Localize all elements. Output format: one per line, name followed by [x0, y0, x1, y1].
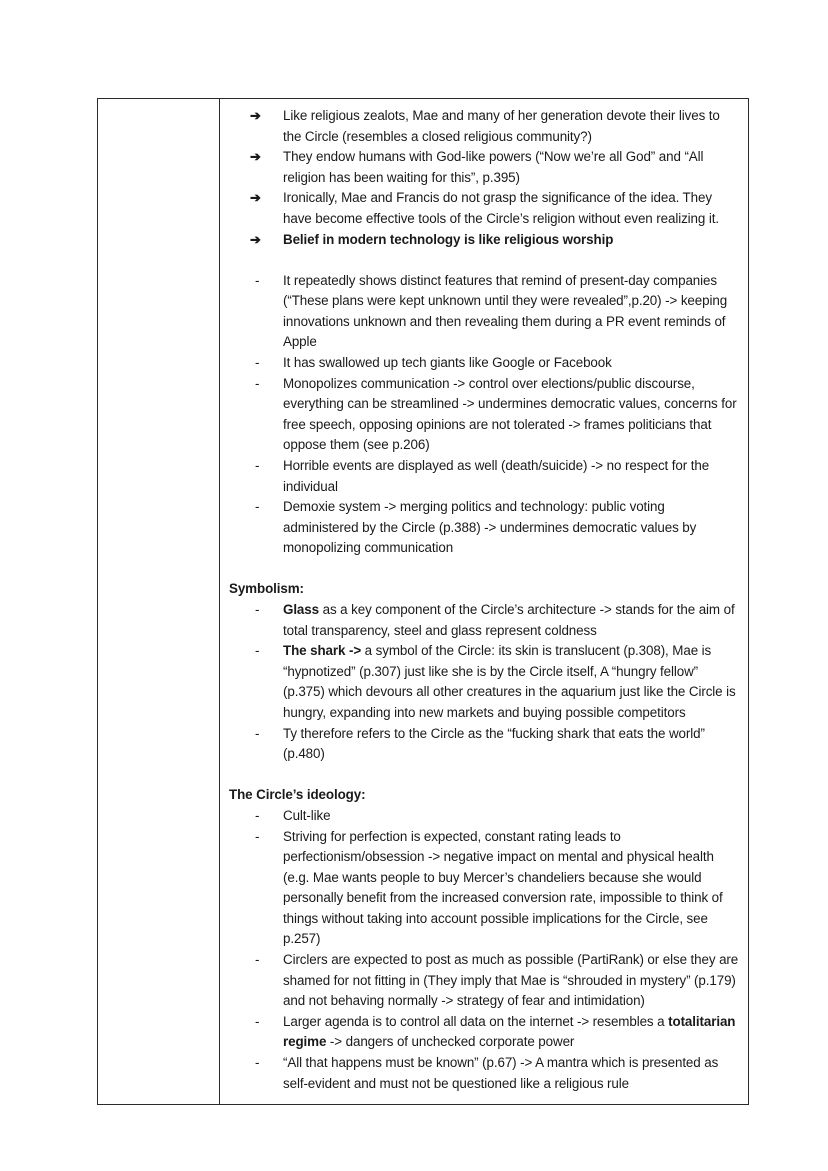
- list-item: [229, 353, 740, 374]
- list-item-text: [283, 643, 736, 720]
- list-item-text: [283, 1014, 735, 1050]
- list-item-text: It repeatedly shows distinct features that remind of present-day companies (“These plans were kept unknown until they were revealed”,p.20) -> keeping innovations unknown and then revealing them during a PR event reminds of Apple: [283, 272, 728, 350]
- bullet-list: [229, 600, 740, 765]
- bullet-list: [229, 106, 740, 250]
- list-item: [229, 497, 740, 559]
- list-item: [229, 188, 740, 229]
- content-group: [229, 271, 740, 559]
- content-group: [229, 579, 740, 764]
- emphasis-text: The shark ->: [283, 643, 362, 659]
- list-item-body: -> dangers of unchecked corporate power: [326, 1034, 575, 1050]
- arrow-bullet-icon: ➔: [250, 108, 261, 123]
- emphasis-text: totalitarian regime: [283, 1013, 736, 1050]
- list-item-text: Horrible events are displayed as well (death/suicide) -> no respect for the individual: [283, 458, 710, 494]
- dash-bullet-icon: -: [255, 828, 260, 844]
- list-item: [229, 806, 740, 827]
- list-item-body: Larger agenda is to control all data on the internet -> resembles a: [283, 1013, 669, 1029]
- dash-bullet-icon: -: [255, 1013, 260, 1029]
- list-item-text: Like religious zealots, Mae and many of her generation devote their lives to the Circle (resembles a closed religious community?): [283, 108, 720, 144]
- notes-content: [229, 106, 740, 1094]
- list-item-text: Belief in modern technology is like religious worship: [283, 231, 614, 247]
- list-item: [229, 1012, 740, 1053]
- table-cell-left-empty: [98, 99, 220, 1105]
- dash-bullet-icon: -: [255, 499, 260, 515]
- dash-bullet-icon: -: [255, 952, 260, 968]
- dash-bullet-icon: -: [255, 1055, 260, 1071]
- list-item: [229, 724, 740, 765]
- list-item: [229, 374, 740, 456]
- list-item: [229, 271, 740, 353]
- arrow-bullet-icon: ➔: [250, 190, 261, 206]
- dash-bullet-icon: -: [255, 643, 260, 659]
- section-heading: Symbolism:: [229, 581, 304, 597]
- list-item: [229, 147, 740, 188]
- dash-bullet-icon: -: [255, 375, 260, 391]
- list-item: [229, 641, 740, 723]
- section-heading: The Circle’s ideology:: [229, 787, 366, 803]
- list-item: [229, 600, 740, 641]
- dash-bullet-icon: -: [255, 725, 260, 741]
- list-item-text: Ironically, Mae and Francis do not grasp the significance of the idea. They have become effective tools of the Circle’s religion without even realizing it.: [283, 190, 719, 226]
- dash-bullet-icon: -: [255, 602, 260, 618]
- arrow-bullet-icon: ➔: [250, 149, 261, 165]
- list-item-text: Cult-like: [283, 807, 331, 823]
- content-group: [229, 785, 740, 1094]
- arrow-bullet-icon: ➔: [250, 231, 261, 247]
- list-item: [229, 1053, 740, 1094]
- table-cell-content: [220, 99, 749, 1105]
- list-item-text: “All that happens must be known” (p.67) -> A mantra which is presented as self-evident and must not be questioned like a religious rule: [283, 1055, 719, 1091]
- dash-bullet-icon: -: [255, 458, 260, 473]
- emphasis-text: Glass: [283, 602, 319, 618]
- list-item-text: Monopolizes communication -> control over elections/public discourse, everything can be streamlined -> undermines democratic values, concerns for free speech, opposing opinions are not tolerated -> frames politicians that oppose them (see p.206): [283, 375, 737, 453]
- bullet-list: [229, 271, 740, 559]
- list-item: [229, 230, 740, 251]
- list-item-text: Circlers are expected to post as much as possible (PartiRank) or else they are shamed for not fitting in (They imply that Mae is “shrouded in mystery” (p.179) and not behaving normally -> strategy of fear and intimidation): [283, 952, 739, 1009]
- list-item: [229, 106, 740, 147]
- notes-table: [97, 98, 749, 1105]
- list-item-text: [283, 602, 735, 638]
- list-item-text: Demoxie system -> merging politics and technology: public voting administered by the Circle (p.388) -> undermines democratic values by monopolizing communication: [283, 499, 697, 556]
- bullet-list: [229, 806, 740, 1094]
- list-item: [229, 456, 740, 497]
- dash-bullet-icon: -: [255, 272, 260, 288]
- content-group: [229, 106, 740, 250]
- list-item-body: as a key component of the Circle’s architecture -> stands for the aim of total transparency, steel and glass represent coldness: [283, 602, 735, 638]
- list-item-text: It has swallowed up tech giants like Google or Facebook: [283, 355, 612, 371]
- dash-bullet-icon: -: [255, 807, 260, 823]
- list-item-text: Ty therefore refers to the Circle as the “fucking shark that eats the world” (p.480): [283, 725, 705, 762]
- list-item: [229, 950, 740, 1012]
- list-item-text: Striving for perfection is expected, constant rating leads to perfectionism/obsession -> negative impact on mental and physical health (e.g. Mae wants people to buy Mercer’s chandeliers because she would personally benefit from the increased conversion rate, impossible to think of things without taking into account possible implications for the Circle, see p.257): [283, 828, 723, 947]
- list-item-text: They endow humans with God-like powers (“Now we’re all God” and “All religion has been waiting for this”, p.395): [283, 149, 704, 185]
- dash-bullet-icon: -: [255, 355, 260, 371]
- list-item: [229, 827, 740, 951]
- table-row: [98, 99, 749, 1105]
- list-item-body: a symbol of the Circle: its skin is translucent (p.308), Mae is “hypnotized” (p.307) just like she is by the Circle itself, A “hungry fellow” (p.375) which devours all other creatures in the aquarium just like the Circle is hungry, expanding into new markets and buying possible competitors: [283, 643, 736, 721]
